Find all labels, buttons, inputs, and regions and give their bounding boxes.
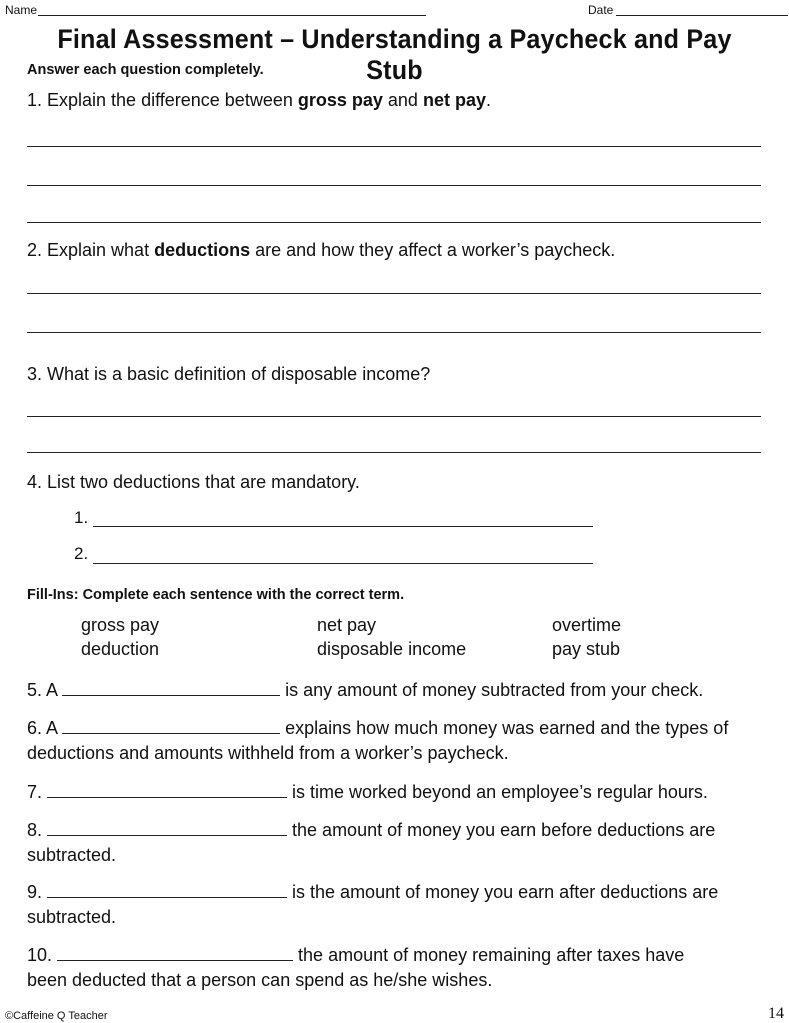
answer-line-4b[interactable]: [93, 563, 593, 564]
question-3: 3. What is a basic definition of disposable income?: [27, 364, 431, 384]
page-title: Final Assessment – Understanding a Paycheck and Pay Stub: [57, 24, 732, 85]
answer-line-2a[interactable]: [27, 293, 761, 294]
copyright: ©Caffeine Q Teacher: [5, 1010, 108, 1022]
question-7: 7. is time worked beyond an employee’s regular hours.: [27, 782, 708, 802]
page-number: 14: [768, 1005, 784, 1022]
word-bank-term: pay stub: [552, 639, 621, 659]
answer-line-2b[interactable]: [27, 332, 761, 333]
date-label: Date: [588, 3, 614, 17]
answer-line-1a[interactable]: [27, 146, 761, 147]
question-10: 10. the amount of money remaining after taxes have been deducted that a person can spend as he/she wishes.: [27, 945, 685, 990]
name-label: Name: [5, 3, 38, 17]
answer-line-1b[interactable]: [27, 185, 761, 186]
fill-blank-7[interactable]: [47, 781, 287, 798]
answer-line-1c[interactable]: [27, 222, 761, 223]
fillins-instructions: Fill-Ins: Complete each sentence with the correct term.: [27, 587, 405, 603]
word-bank-term: gross pay: [81, 615, 160, 635]
fill-blank-9[interactable]: [47, 881, 287, 898]
list-item-number-1: 1.: [74, 508, 89, 527]
date-field[interactable]: [616, 15, 788, 16]
word-bank-term: deduction: [81, 639, 160, 659]
word-bank-term: disposable income: [317, 639, 467, 659]
fill-blank-5[interactable]: [62, 679, 280, 696]
term-gross-pay: gross pay: [297, 90, 383, 110]
word-bank-term: net pay: [317, 615, 377, 635]
answer-line-3b[interactable]: [27, 452, 761, 453]
question-8: 8. the amount of money you earn before deductions are subtracted.: [27, 820, 716, 865]
question-4: 4. List two deductions that are mandatory.: [27, 472, 360, 492]
list-item-number-2: 2.: [74, 544, 89, 563]
word-bank-term: overtime: [552, 615, 622, 635]
question-9: 9. is the amount of money you earn after deductions are subtracted.: [27, 882, 719, 927]
instructions: Answer each question completely.: [27, 62, 264, 78]
question-1: 1. Explain the difference between gross pay and net pay.: [27, 90, 491, 110]
question-6: 6. A explains how much money was earned and the types of deductions and amounts withheld from a worker’s paycheck.: [27, 718, 729, 763]
fill-blank-8[interactable]: [47, 819, 287, 836]
question-2: 2. Explain what deductions are and how they affect a worker’s paycheck.: [27, 240, 616, 260]
fill-blank-10[interactable]: [57, 944, 293, 961]
answer-line-4a[interactable]: [93, 526, 593, 527]
term-deductions: deductions: [154, 240, 251, 260]
answer-line-3a[interactable]: [27, 416, 761, 417]
term-net-pay: net pay: [422, 90, 486, 110]
question-5: 5. A is any amount of money subtracted from your check.: [27, 680, 704, 700]
name-field[interactable]: [38, 15, 426, 16]
fill-blank-6[interactable]: [62, 717, 280, 734]
